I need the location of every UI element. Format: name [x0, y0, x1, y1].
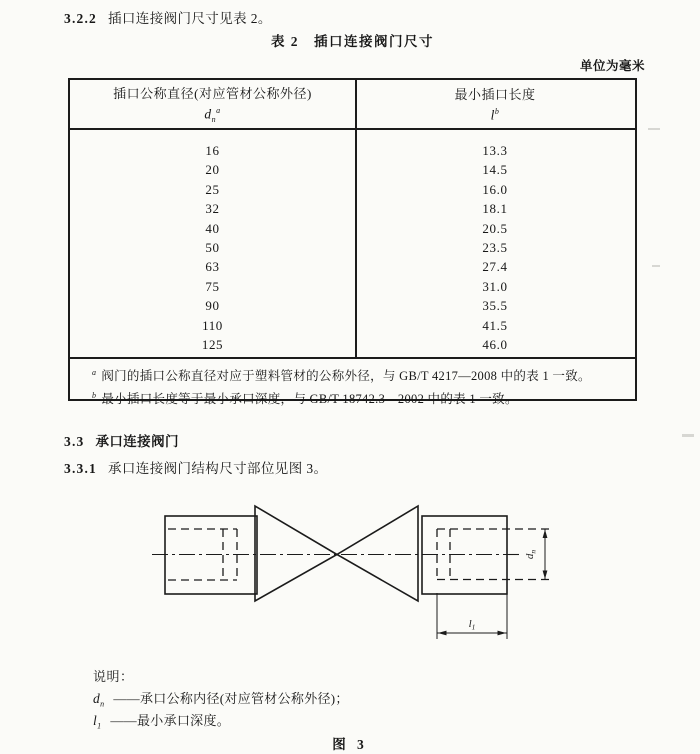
table-header	[70, 80, 635, 130]
cell-dn: 75	[205, 278, 220, 294]
legend-item-l1	[93, 710, 230, 731]
footnote-b-marker: b	[92, 391, 97, 401]
cell-dn: 40	[205, 220, 220, 236]
col-header-dn-title: 插口公称直径(对应管材公称外径)	[113, 86, 312, 102]
cell-l: 13.3	[482, 143, 508, 158]
table-row	[70, 277, 635, 296]
unit-note: 单位为毫米	[580, 59, 646, 73]
col-header-dn	[70, 80, 355, 128]
legend-dn-text: ——承口公称内径(对应管材公称外径)；	[113, 691, 349, 706]
footnote-a-text: 阀门的插口公称直径对应于塑料管材的公称外径，与 GB/T 4217—2008 中的表 1 一致。	[101, 369, 591, 384]
cell-l: 46.0	[482, 336, 508, 352]
cell-dn: 90	[205, 298, 220, 314]
table-row	[70, 316, 635, 335]
cell-dn: 25	[205, 181, 220, 197]
legend-dn-symbol: $d_n$	[93, 691, 105, 709]
table-body	[70, 132, 635, 357]
clause-322-text: 插口连接阀门尺寸见表 2。	[108, 11, 272, 26]
clause-331	[64, 457, 327, 477]
scan-artifact	[648, 128, 660, 130]
cell-l: 23.5	[482, 239, 508, 255]
cell-l: 16.0	[482, 181, 508, 197]
table-2	[68, 78, 637, 407]
arrow-left	[438, 631, 447, 636]
dn-dimension-label: $d_n$	[524, 549, 538, 560]
cell-l: 41.5	[482, 317, 508, 333]
valve-triangle-left	[255, 506, 337, 601]
valve-diagram	[140, 486, 560, 656]
cell-dn: 125	[201, 336, 224, 352]
figure-caption: 图 3	[332, 737, 368, 752]
cell-l: 18.1	[482, 201, 508, 217]
legend-l1-symbol: $l_1$	[93, 713, 102, 731]
l1-dimension-label: $l_1$	[468, 618, 476, 632]
table-row	[70, 257, 635, 276]
table-row	[70, 219, 635, 238]
table-row	[70, 238, 635, 257]
footnote-b-text: 最小插口长度等于最小承口深度，与 GB/T 18742.3—2002 中的表 1 一致。	[101, 392, 518, 407]
legend-item-dn	[93, 688, 349, 709]
col-header-l-symbol: $l^b$	[490, 107, 500, 123]
scan-artifact	[682, 434, 694, 437]
table-row	[70, 199, 635, 218]
table-caption: 表 2 插口连接阀门尺寸	[270, 34, 435, 49]
legend-l1-text: ——最小承口深度。	[110, 713, 231, 728]
legend-title: 说明：	[93, 669, 134, 684]
table-row	[70, 160, 635, 179]
col-header-l-title: 最小插口长度	[454, 87, 536, 103]
clause-331-text: 承口连接阀门结构尺寸部位见图 3。	[108, 461, 328, 476]
cell-l: 35.5	[482, 298, 508, 314]
cell-dn: 63	[205, 259, 220, 275]
valve-triangle-right	[337, 506, 418, 601]
cell-dn: 32	[205, 201, 220, 217]
col-header-l	[355, 80, 635, 128]
table-row	[70, 296, 635, 315]
cell-l: 20.5	[482, 220, 508, 236]
arrow-down	[543, 571, 548, 580]
clause-322-number: 3.2.2	[64, 11, 97, 26]
table-footnotes	[70, 357, 635, 407]
cell-l: 27.4	[482, 259, 508, 275]
clause-33-title: 承口连接阀门	[95, 434, 179, 449]
clause-322	[64, 7, 272, 27]
table-row	[70, 141, 635, 160]
col-header-dn-symbol: $d_n^a$	[204, 106, 221, 125]
cell-dn: 50	[205, 239, 220, 255]
dn-dimension	[543, 529, 548, 580]
clause-33	[64, 430, 179, 450]
table-row	[70, 180, 635, 199]
cell-l: 14.5	[482, 162, 508, 178]
cell-dn: 20	[205, 162, 220, 178]
arrow-right	[498, 631, 507, 636]
l1-dimension	[437, 593, 507, 639]
clause-331-number: 3.3.1	[64, 461, 97, 476]
table-row	[70, 335, 635, 354]
footnote-a-marker: a	[92, 368, 97, 377]
footnote-a	[92, 363, 625, 386]
cell-l: 31.0	[482, 278, 508, 294]
clause-33-number: 3.3	[64, 434, 85, 449]
cell-dn: 16	[205, 143, 220, 158]
scan-artifact	[652, 265, 660, 267]
arrow-up	[543, 530, 548, 539]
cell-dn: 110	[202, 317, 223, 333]
footnote-b	[92, 386, 625, 409]
